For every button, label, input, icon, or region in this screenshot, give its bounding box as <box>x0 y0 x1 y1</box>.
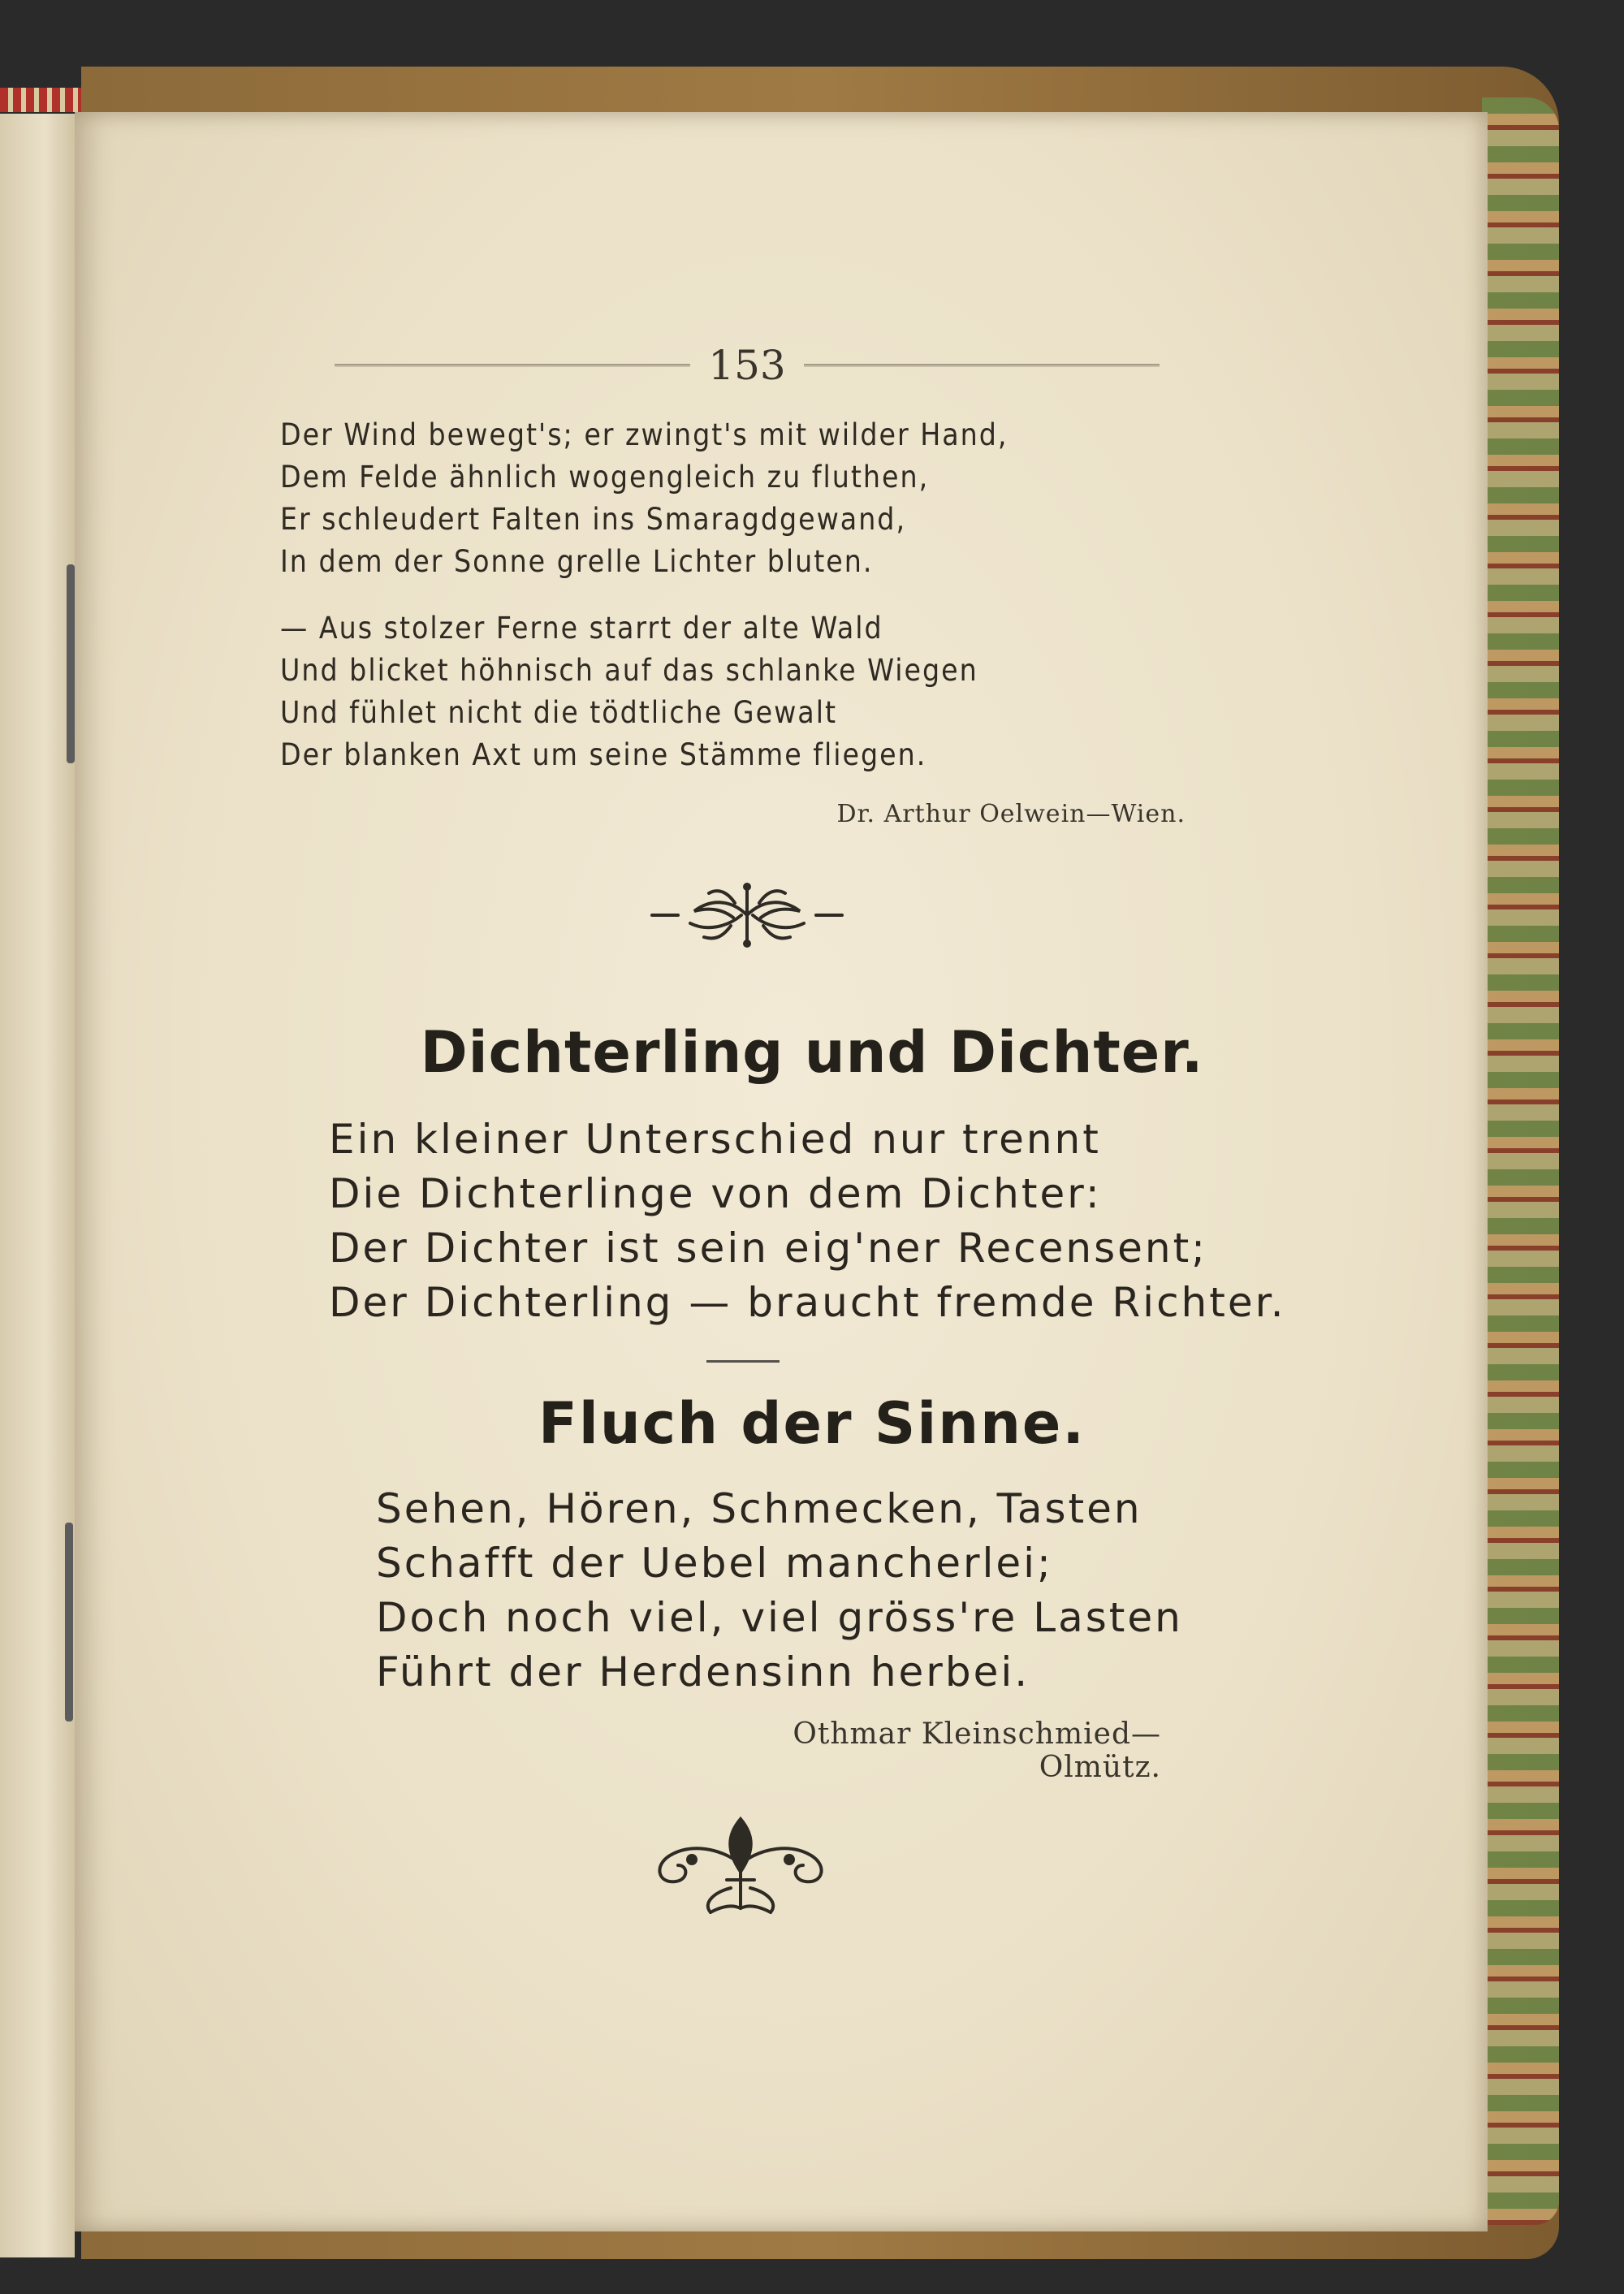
poem-author: Othmar Kleinschmied—Olmütz. <box>793 1717 1161 1784</box>
floral-divider-icon <box>646 879 849 952</box>
poem-line: Führt der Herdensinn herbei. <box>376 1648 1030 1696</box>
poem-line: Schafft der Uebel mancherlei; <box>376 1540 1053 1587</box>
poem-line: Und fühlet nicht die tödtliche Gewalt <box>280 695 837 730</box>
section-divider <box>706 1360 780 1363</box>
fleur-de-lis-vignette-icon <box>641 1815 840 1925</box>
poem-dichterling <box>329 1112 1286 1330</box>
header-rule-right <box>804 364 1160 367</box>
poem-line: Er schleudert Falten ins Smaragdgewand, <box>280 502 907 537</box>
poem-line: Dem Felde ähnlich wogengleich zu fluthen, <box>280 460 930 495</box>
poem-fluch <box>376 1482 1269 1700</box>
poem-title: Fluch der Sinne. <box>538 1390 1086 1457</box>
poem-line: Der Dichter ist sein eig'ner Recensent; <box>329 1225 1208 1272</box>
page-number: 153 <box>708 342 786 389</box>
poem-line: Der Wind bewegt's; er zwingt's mit wilder Hand, <box>280 417 1009 452</box>
poem-line: — Aus stolzer Ferne starrt der alte Wald <box>280 611 883 646</box>
poem-wind-stanzas <box>280 414 1190 776</box>
poem-line: Ein kleiner Unterschied nur trennt <box>329 1116 1101 1163</box>
poem-line: Die Dichterlinge von dem Dichter: <box>329 1170 1102 1217</box>
poem-author: Dr. Arthur Oelwein—Wien. <box>836 800 1186 828</box>
header-rule-left <box>335 364 690 367</box>
poem-line: Der Dichterling — braucht fremde Richter. <box>329 1279 1286 1326</box>
page-header <box>317 341 1177 390</box>
poem-line: Sehen, Hören, Schmecken, Tasten <box>376 1485 1142 1532</box>
poem-line: Doch noch viel, viel gröss're Lasten <box>376 1594 1183 1641</box>
poem-line: Der blanken Axt um seine Stämme fliegen. <box>280 737 927 772</box>
poem-title: Dichterling und Dichter. <box>420 1019 1204 1086</box>
poem-line: Und blicket höhnisch auf das schlanke Wiegen <box>280 653 978 688</box>
poem-line: In dem der Sonne grelle Lichter bluten. <box>280 544 874 579</box>
stanza-gap <box>280 583 1190 607</box>
